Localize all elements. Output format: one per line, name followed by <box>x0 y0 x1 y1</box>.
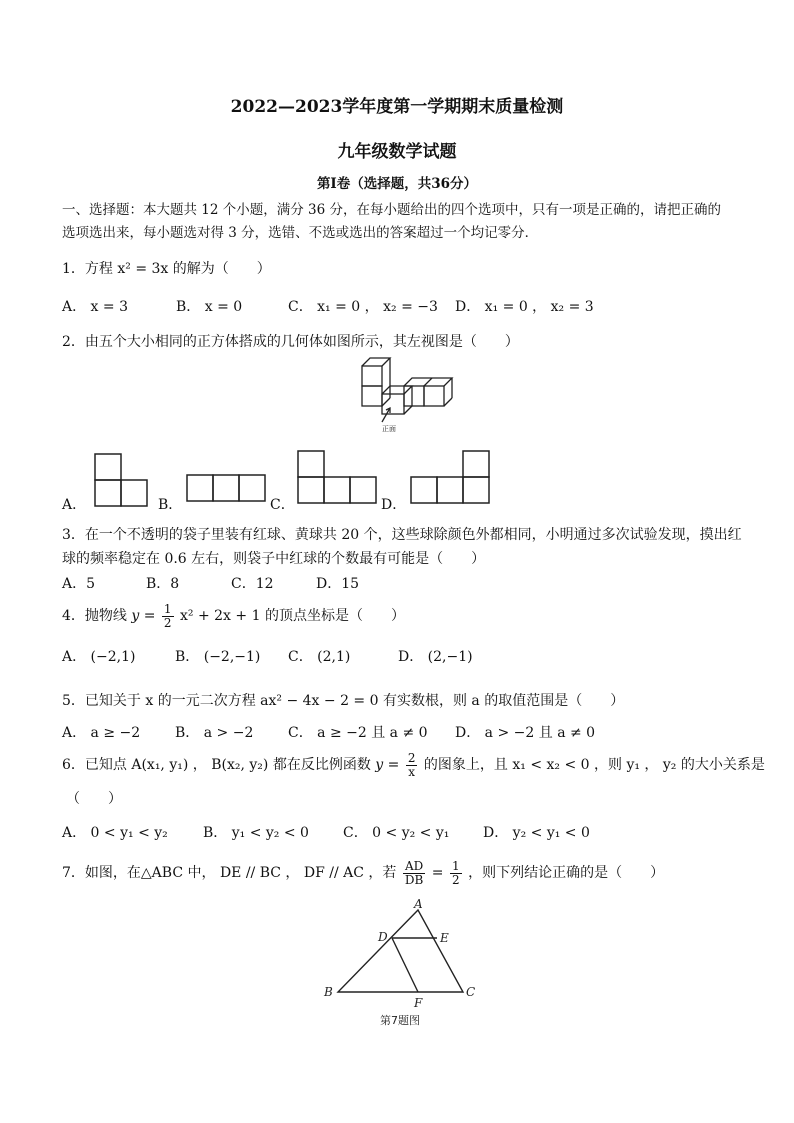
q4-suffix: x² + 2x + 1 的顶点坐标是（ ） <box>180 608 405 624</box>
q2-front-label: 正面 <box>382 425 396 433</box>
q4-prefix: 4．抛物线 <box>62 608 127 624</box>
point-b-label: B <box>324 985 333 999</box>
instructions-line-2: 选项选出来，每小题选对得 3 分，选错、不选或选出的答案超过一个均记零分． <box>62 225 539 241</box>
q2-option-a: A． <box>62 497 87 513</box>
q1-option-b: B． x = 0 <box>176 299 243 315</box>
point-e-label: E <box>440 931 449 945</box>
q4-frac-den: 2 <box>163 615 172 630</box>
q2-option-d-view <box>408 448 493 508</box>
q5-option-b: B． a > −2 <box>175 725 254 741</box>
q4-option-a: A． (−2,1) <box>62 649 136 665</box>
q1-option-d: D． x₁ = 0 ， x₂ = 3 <box>455 299 594 315</box>
q6-option-d: D． y₂ < y₁ < 0 <box>483 825 590 841</box>
point-c-label: C <box>466 985 476 999</box>
q3-option-c: C．12 <box>231 576 274 592</box>
q6-option-a: A． 0 < y₁ < y₂ <box>62 825 168 841</box>
question-4 <box>62 601 405 631</box>
question-6 <box>62 750 765 780</box>
q7-frac-den: DB <box>404 872 424 887</box>
q7-frac-num: AD <box>403 860 425 874</box>
instructions-line-1: 一、选择题：本大题共 12 个小题，满分 36 分，在每小题给出的四个选项中，只有一项是正确的，请把正确的 <box>62 202 722 218</box>
exam-subtitle: 九年级数学试题 <box>337 142 457 162</box>
q4-option-c: C． (2,1) <box>288 649 351 665</box>
q7-triangle-figure <box>318 898 483 1033</box>
q7-suffix: ，则下列结论正确的是（ ） <box>468 865 665 881</box>
q4-frac-num: 1 <box>163 601 172 616</box>
q2-solid-figure <box>352 352 457 434</box>
triangle-abc <box>338 910 463 992</box>
question-5: 5．已知关于 x 的一元二次方程 ax² − 4x − 2 = 0 有实数根，则 a 的取值范围是（ ） <box>62 693 625 709</box>
q6-frac-num: 2 <box>407 750 416 765</box>
q6-option-c: C． 0 < y₂ < y₁ <box>343 825 450 841</box>
q7-fraction-ratio <box>403 860 425 887</box>
q3-option-d: D．15 <box>316 576 360 592</box>
q5-option-a: A． a ≥ −2 <box>62 725 141 741</box>
figure-7-caption: 第7题图 <box>380 1014 420 1027</box>
q2-option-a-view <box>92 452 154 508</box>
q6-suffix: 的图象上，且 x₁ < x₂ < 0 ，则 y₁ ， y₂ 的大小关系是 <box>423 757 765 773</box>
question-3-line-1: 3．在一个不透明的袋子里装有红球、黄球共 20 个，这些球除颜色外都相同，小明通过多次试验发现，摸出红 <box>62 527 742 543</box>
q7-equals: = <box>431 865 444 881</box>
question-3-line-2: 球的频率稳定在 0.6 左右，则袋子中红球的个数最有可能是（ ） <box>62 551 486 567</box>
q4-option-b: B． (−2,−1) <box>175 649 261 665</box>
q1-option-c: C． x₁ = 0 ， x₂ = −3 <box>288 299 438 315</box>
q7-frac2-den: 2 <box>451 872 460 887</box>
q6-prefix: 6．已知点 A(x₁, y₁) ， B(x₂, y₂) 都在反比例函数 <box>62 757 371 773</box>
q2-option-c: C． <box>270 497 295 513</box>
question-1: 1．方程 x² = 3x 的解为（ ） <box>62 261 271 277</box>
q7-frac2-num: 1 <box>451 858 460 873</box>
q2-option-b: B． <box>158 497 183 513</box>
q3-option-b: B．8 <box>146 576 180 592</box>
q7-prefix: 7．如图，在△ABC 中， DE // BC ， DF // AC ，若 <box>62 865 397 881</box>
q7-fraction-value <box>450 860 462 887</box>
q1-option-a: A． x = 3 <box>62 299 128 315</box>
point-a-label: A <box>414 898 423 911</box>
q6-frac-den: x <box>408 764 416 779</box>
q4-fraction <box>162 603 174 630</box>
section-heading: 第Ⅰ卷（选择题，共36分） <box>316 176 478 192</box>
q4-y-eq: y = <box>131 608 156 624</box>
question-6-answer-blank: （ ） <box>66 791 122 807</box>
exam-title: 2022—2023学年度第一学期期末质量检测 <box>230 97 564 117</box>
q2-option-b-view <box>185 472 270 506</box>
q5-option-c: C． a ≥ −2 且 a ≠ 0 <box>288 725 428 741</box>
q6-y-eq: y = <box>375 757 400 773</box>
question-7 <box>62 858 664 888</box>
point-d-label: D <box>378 930 388 944</box>
question-2: 2．由五个大小相同的正方体搭成的几何体如图所示，其左视图是（ ） <box>62 334 519 350</box>
point-f-label: F <box>414 996 423 1010</box>
q3-option-a: A．5 <box>62 576 96 592</box>
q2-option-d: D． <box>381 497 407 513</box>
q2-option-c-view <box>296 448 381 508</box>
q6-fraction <box>406 752 418 779</box>
segment-df <box>392 938 418 992</box>
q4-option-d: D． (2,−1) <box>398 649 473 665</box>
q6-option-b: B． y₁ < y₂ < 0 <box>203 825 309 841</box>
q5-option-d: D． a > −2 且 a ≠ 0 <box>455 725 596 741</box>
